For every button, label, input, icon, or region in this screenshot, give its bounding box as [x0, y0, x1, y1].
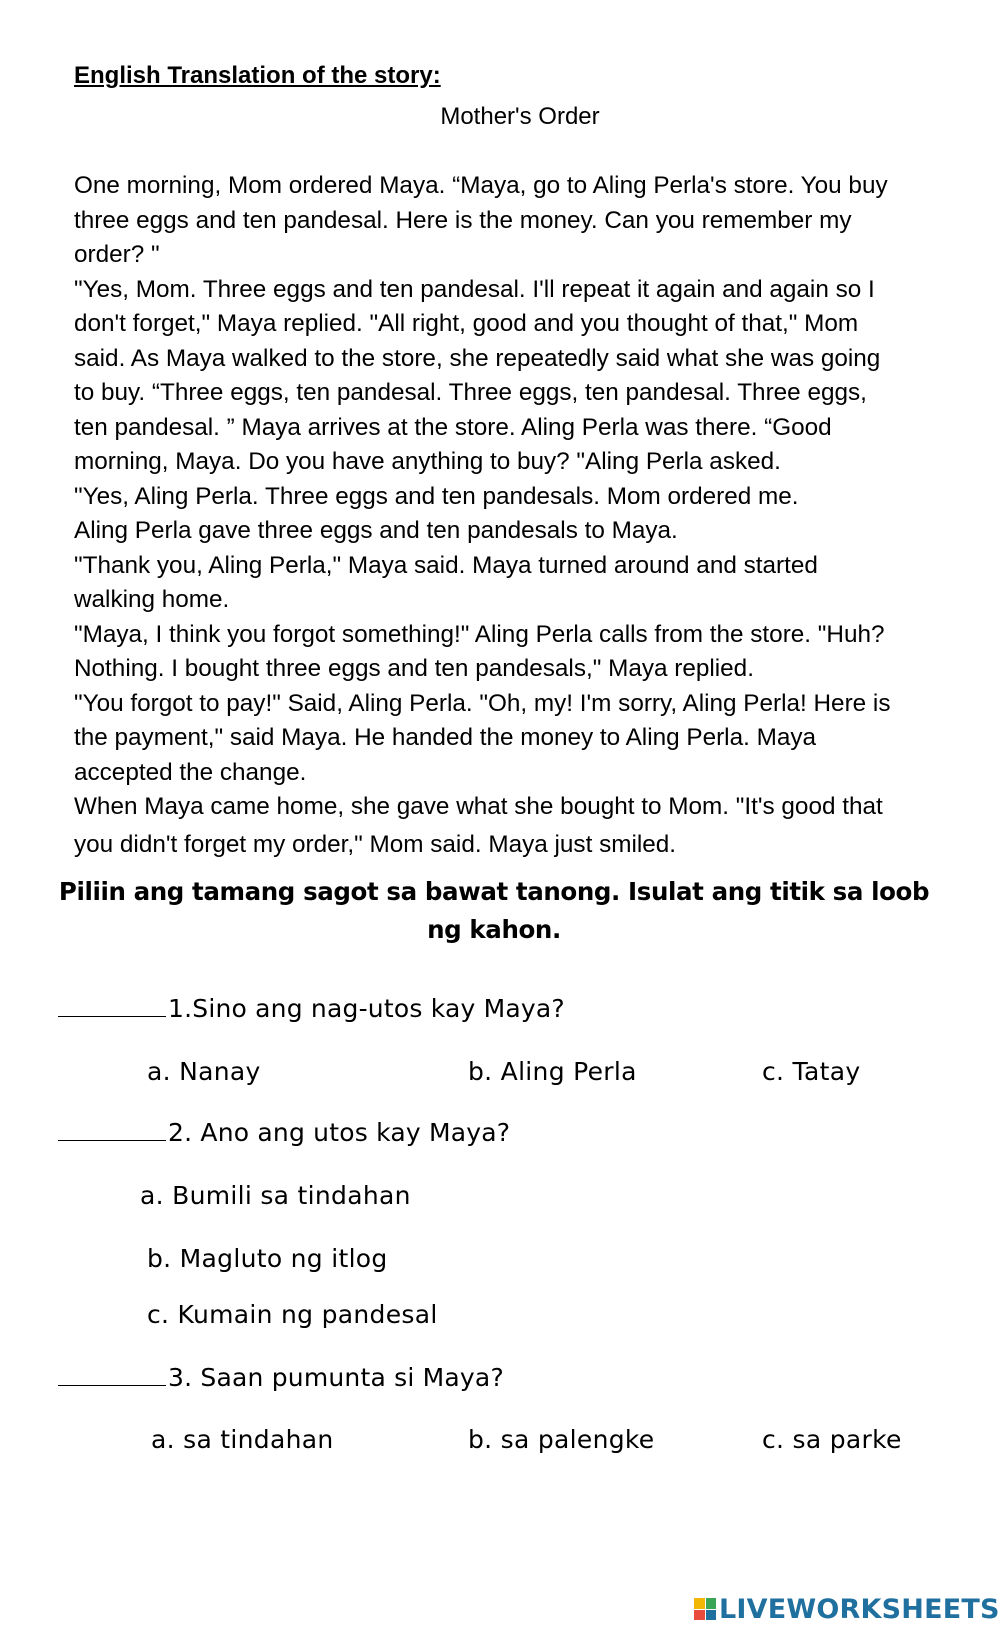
q2-option-a: a. Bumili sa tindahan [140, 1181, 411, 1210]
instructions-line-2: ng kahon. [427, 915, 561, 944]
q3-option-b: b. sa palengke [468, 1425, 655, 1454]
question-1 [58, 994, 565, 1023]
story-line: Aling Perla gave three eggs and ten pandesals to Maya. [74, 517, 678, 544]
story-line: accepted the change. [74, 758, 307, 786]
story-title: Mother's Order [440, 103, 600, 130]
story-line: order? " [74, 241, 160, 268]
logo-square [694, 1610, 705, 1621]
q2-option-c: c. Kumain ng pandesal [147, 1300, 438, 1329]
logo-mark-icon [694, 1598, 716, 1620]
q3-option-a: a. sa tindahan [151, 1425, 334, 1454]
story-line: said. As Maya walked to the store, she repeatedly said what she was going [74, 344, 881, 372]
story-line: "Yes, Mom. Three eggs and ten pandesal. I'll repeat it again and again so I [74, 275, 875, 303]
story-line: ten pandesal. ” Maya arrives at the store. Aling Perla was there. “Good [74, 413, 832, 441]
question-3 [58, 1363, 504, 1392]
liveworksheets-logo[interactable] [694, 1592, 1000, 1626]
story-line: "Yes, Aling Perla. Three eggs and ten pandesals. Mom ordered me. [74, 482, 799, 510]
story-line: "Maya, I think you forgot something!" Aling Perla calls from the store. "Huh? [74, 620, 885, 648]
story-line: don't forget," Maya replied. "All right, good and you thought of that," Mom [74, 310, 859, 337]
answer-blank-2[interactable] [58, 1118, 166, 1141]
q1-option-a: a. Nanay [147, 1057, 261, 1086]
logo-wordmark: LIVEWORKSHEETS [719, 1593, 1000, 1625]
story-body [74, 169, 890, 862]
story-line: One morning, Mom ordered Maya. “Maya, go to Aling Perla's store. You buy [74, 172, 888, 199]
answer-blank-1[interactable] [58, 994, 166, 1017]
answer-blank-3[interactable] [58, 1363, 166, 1386]
logo-square [706, 1610, 717, 1621]
translation-heading: English Translation of the story: [74, 62, 441, 89]
story-line: walking home. [74, 586, 230, 613]
story-line: "Thank you, Aling Perla," Maya said. Maya turned around and started [74, 551, 818, 579]
question-2-text: 2. Ano ang utos kay Maya? [168, 1118, 511, 1147]
story-line: the payment," said Maya. He handed the money to Aling Perla. Maya [74, 724, 817, 751]
question-3-text: 3. Saan pumunta si Maya? [168, 1363, 504, 1392]
story-line: three eggs and ten pandesal. Here is the money. Can you remember my [74, 206, 852, 234]
logo-square [706, 1598, 717, 1609]
story-line: "You forgot to pay!" Said, Aling Perla. "Oh, my! I'm sorry, Aling Perla! Here is [74, 689, 891, 717]
question-2 [58, 1118, 510, 1147]
logo-square [694, 1598, 705, 1609]
instructions-line-1: Piliin ang tamang sagot sa bawat tanong. Isulat ang titik sa loob [58, 877, 930, 906]
story-line: Nothing. I bought three eggs and ten pandesals," Maya replied. [74, 655, 754, 682]
q1-option-c: c. Tatay [762, 1057, 861, 1086]
q1-option-b: b. Aling Perla [468, 1057, 637, 1086]
story-line: When Maya came home, she gave what she bought to Mom. "It's good that [74, 793, 883, 820]
q3-option-c: c. sa parke [762, 1425, 902, 1454]
question-1-text: 1.Sino ang nag-utos kay Maya? [168, 994, 565, 1023]
story-line: you didn't forget my order," Mom said. Maya just smiled. [74, 830, 677, 858]
story-line: morning, Maya. Do you have anything to buy? "Aling Perla asked. [74, 448, 781, 475]
q2-option-b: b. Magluto ng itlog [147, 1244, 388, 1273]
story-line: to buy. “Three eggs, ten pandesal. Three eggs, ten pandesal. Three eggs, [74, 379, 867, 406]
